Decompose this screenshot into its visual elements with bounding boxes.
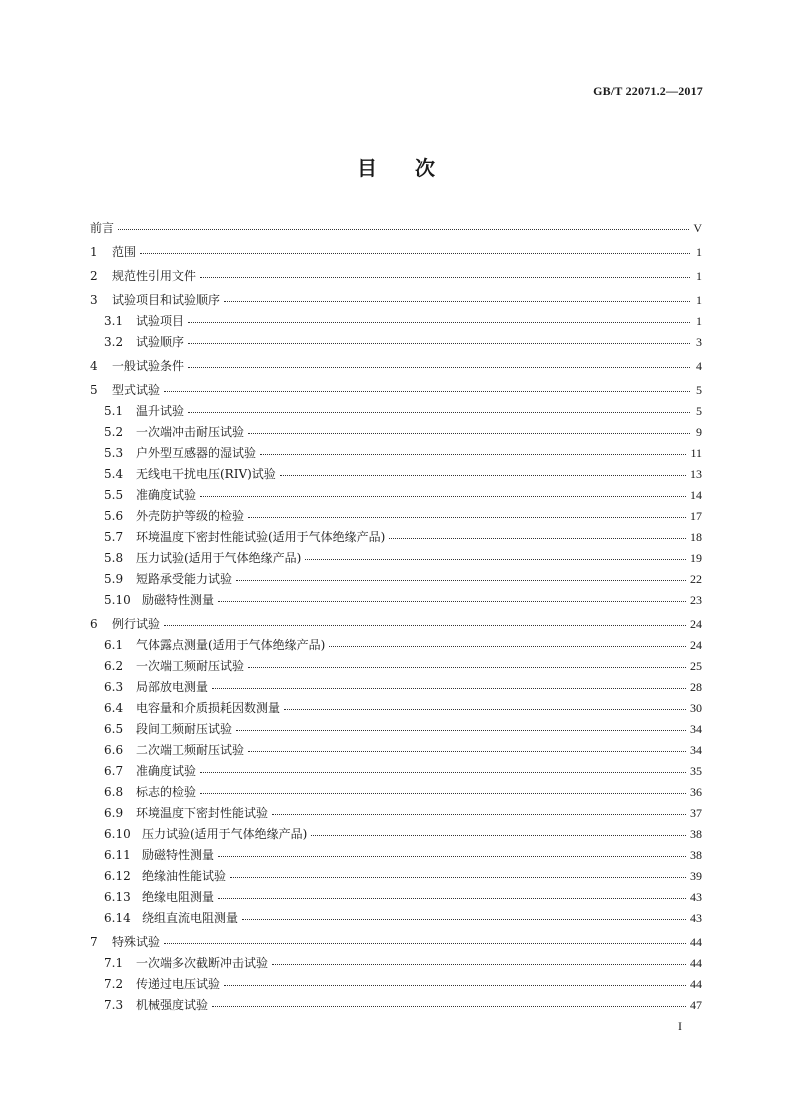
toc-dot-leader	[329, 637, 686, 649]
toc-chapter-entry[interactable]	[90, 614, 702, 635]
toc-entry-number: 5.2	[104, 425, 124, 439]
toc-entry-number: 6.10	[104, 827, 131, 841]
toc-entry-page: 25	[690, 659, 702, 673]
toc-section-entry[interactable]	[90, 782, 702, 803]
toc-chapter-entry[interactable]	[90, 380, 702, 401]
toc-entry-title: 局部放电测量	[136, 680, 209, 694]
toc-entry-number: 6.3	[104, 680, 124, 694]
toc-entry-page: 28	[690, 680, 702, 694]
toc-section-entry[interactable]	[90, 569, 702, 590]
toc-section-entry[interactable]	[90, 740, 702, 761]
toc-dot-leader	[389, 529, 686, 541]
toc-entry-number: 2	[90, 269, 98, 283]
toc-section-entry[interactable]	[90, 995, 702, 1016]
toc-entry-page: 44	[690, 956, 702, 970]
toc-dot-leader	[200, 487, 686, 499]
toc-section-entry[interactable]	[90, 443, 702, 464]
toc-section-entry[interactable]	[90, 332, 702, 353]
page-title: 目次	[357, 156, 473, 180]
toc-entry-title: 试验顺序	[136, 335, 185, 349]
toc-entry-page: 38	[690, 848, 702, 862]
toc-section-entry[interactable]	[90, 527, 702, 548]
toc-dot-leader	[188, 403, 690, 415]
toc-entry-page: 36	[690, 785, 702, 799]
toc-entry-number: 5.3	[104, 446, 124, 460]
toc-entry-number: 7.3	[104, 998, 124, 1012]
toc-entry-title: 范围	[112, 245, 137, 259]
toc-entry-page: 5	[696, 404, 702, 418]
toc-entry-number: 6.4	[104, 701, 124, 715]
toc-dot-leader	[212, 679, 686, 691]
toc-entry-title: 气体露点测量(适用于气体绝缘产品)	[136, 638, 326, 652]
toc-section-entry[interactable]	[90, 677, 702, 698]
toc-entry-number: 7.2	[104, 977, 124, 991]
toc-entry-page: 18	[690, 530, 702, 544]
toc-entry-page: 39	[690, 869, 702, 883]
toc-entry-page: 3	[696, 335, 702, 349]
toc-section-entry[interactable]	[90, 311, 702, 332]
toc-entry-title: 一般试验条件	[112, 359, 185, 373]
toc-entry-page: 1	[696, 293, 702, 307]
toc-entry-title: 绕组直流电阻测量	[142, 911, 239, 925]
toc-chapter-entry[interactable]	[90, 242, 702, 263]
toc-entry-number: 5.5	[104, 488, 124, 502]
toc-dot-leader	[242, 910, 686, 922]
toc-entry-number: 3	[90, 293, 98, 307]
toc-entry-number: 6.12	[104, 869, 131, 883]
toc-chapter-entry[interactable]	[90, 932, 702, 953]
toc-entry-title: 环境温度下密封性能试验(适用于气体绝缘产品)	[136, 530, 386, 544]
table-of-contents	[90, 218, 702, 1016]
toc-entry-number: 4	[90, 359, 98, 373]
toc-entry-page: 17	[690, 509, 702, 523]
toc-section-entry[interactable]	[90, 719, 702, 740]
toc-section-entry[interactable]	[90, 422, 702, 443]
toc-entry-page: 11	[690, 446, 702, 460]
toc-entry-number: 6.11	[104, 848, 131, 862]
toc-section-entry[interactable]	[90, 548, 702, 569]
toc-entry-number: 5.8	[104, 551, 124, 565]
toc-chapter-entry[interactable]	[90, 290, 702, 311]
toc-section-entry[interactable]	[90, 698, 702, 719]
toc-dot-leader	[224, 292, 690, 304]
toc-entry-page: 22	[690, 572, 702, 586]
toc-entry-page: 1	[696, 269, 702, 283]
toc-entry-page: 14	[690, 488, 702, 502]
toc-entry-page: 13	[690, 467, 702, 481]
toc-dot-leader	[188, 313, 690, 325]
toc-section-entry[interactable]	[90, 761, 702, 782]
toc-dot-leader	[284, 700, 686, 712]
toc-dot-leader	[212, 997, 686, 1009]
toc-section-entry[interactable]	[90, 974, 702, 995]
toc-entry-number: 3.2	[104, 335, 124, 349]
toc-entry-title: 例行试验	[112, 617, 161, 631]
toc-entry-page: 24	[690, 638, 702, 652]
toc-dot-leader	[200, 784, 686, 796]
toc-entry-number: 6.5	[104, 722, 124, 736]
toc-entry-title: 一次端工频耐压试验	[136, 659, 245, 673]
toc-entry-number: 3.1	[104, 314, 124, 328]
toc-dot-leader	[305, 550, 686, 562]
toc-entry-number: 5	[90, 383, 98, 397]
toc-entry-title: 试验项目和试验顺序	[112, 293, 221, 307]
toc-entry-number: 6.8	[104, 785, 124, 799]
toc-dot-leader	[200, 763, 686, 775]
toc-section-entry[interactable]	[90, 803, 702, 824]
standard-code: GB/T 22071.2—2017	[593, 84, 703, 98]
toc-entry-page: V	[693, 221, 702, 235]
toc-dot-leader	[224, 976, 686, 988]
toc-entry-page: 43	[690, 911, 702, 925]
toc-section-entry[interactable]	[90, 824, 702, 845]
toc-dot-leader	[280, 466, 686, 478]
toc-entry-page: 5	[696, 383, 702, 397]
toc-entry-title: 特殊试验	[112, 935, 161, 949]
toc-entry-number: 6.7	[104, 764, 124, 778]
toc-chapter-entry[interactable]	[90, 266, 702, 287]
toc-entry-page: 9	[696, 425, 702, 439]
toc-entry-number: 5.4	[104, 467, 124, 481]
toc-section-entry[interactable]	[90, 635, 702, 656]
toc-entry-title: 电容量和介质损耗因数测量	[136, 701, 281, 715]
toc-entry-title: 励磁特性测量	[142, 593, 215, 607]
toc-dot-leader	[272, 805, 686, 817]
toc-chapter-entry[interactable]	[90, 356, 702, 377]
toc-entry-title: 无线电干扰电压(RIV)试验	[136, 467, 276, 481]
toc-dot-leader	[140, 244, 690, 256]
toc-entry-page: 4	[696, 359, 702, 373]
toc-entry-title: 标志的检验	[136, 785, 197, 799]
toc-entry-number: 7	[90, 935, 98, 949]
toc-dot-leader	[188, 334, 690, 346]
toc-entry-number: 7.1	[104, 956, 124, 970]
toc-entry-title: 绝缘油性能试验	[142, 869, 227, 883]
toc-section-entry[interactable]	[90, 464, 702, 485]
toc-dot-leader	[272, 955, 686, 967]
toc-entry-title: 户外型互感器的湿试验	[136, 446, 257, 460]
toc-entry-number: 6	[90, 617, 98, 631]
toc-entry-title: 二次端工频耐压试验	[136, 743, 245, 757]
toc-dot-leader	[236, 571, 686, 583]
toc-section-entry[interactable]	[90, 656, 702, 677]
toc-entry-number: 6.1	[104, 638, 124, 652]
toc-entry-number: 6.13	[104, 890, 131, 904]
toc-entry-title: 压力试验(适用于气体绝缘产品)	[142, 827, 308, 841]
toc-entry-page: 38	[690, 827, 702, 841]
toc-entry-title: 绝缘电阻测量	[142, 890, 215, 904]
page-number: I	[678, 1019, 682, 1033]
toc-dot-leader	[188, 358, 690, 370]
toc-section-entry[interactable]	[90, 845, 702, 866]
toc-entry-title: 试验项目	[136, 314, 185, 328]
toc-entry-page: 30	[690, 701, 702, 715]
toc-entry-number: 5.9	[104, 572, 124, 586]
toc-entry-page: 43	[690, 890, 702, 904]
toc-entry-number: 6.14	[104, 911, 131, 925]
toc-entry-page: 44	[690, 935, 702, 949]
toc-entry-title: 压力试验(适用于气体绝缘产品)	[136, 551, 302, 565]
toc-section-entry[interactable]	[90, 866, 702, 887]
toc-entry-page: 37	[690, 806, 702, 820]
toc-dot-leader	[118, 220, 689, 232]
toc-section-entry[interactable]	[90, 953, 702, 974]
toc-section-entry[interactable]	[90, 887, 702, 908]
toc-entry-title: 温升试验	[136, 404, 185, 418]
toc-entry-number: 5.10	[104, 593, 131, 607]
toc-section-entry[interactable]	[90, 485, 702, 506]
toc-dot-leader	[230, 868, 686, 880]
toc-entry-number: 5.6	[104, 509, 124, 523]
toc-entry-page: 44	[690, 977, 702, 991]
toc-entry-title: 环境温度下密封性能试验	[136, 806, 269, 820]
toc-dot-leader	[311, 826, 686, 838]
toc-entry-page: 1	[696, 314, 702, 328]
toc-dot-leader	[248, 742, 686, 754]
toc-entry-number: 6.2	[104, 659, 124, 673]
toc-entry-page: 34	[690, 743, 702, 757]
toc-dot-leader	[260, 445, 686, 457]
toc-entry-title: 外壳防护等级的检验	[136, 509, 245, 523]
toc-entry-title: 传递过电压试验	[136, 977, 221, 991]
toc-entry-page: 1	[696, 245, 702, 259]
toc-entry-number: 1	[90, 245, 98, 259]
toc-entry-number: 6.6	[104, 743, 124, 757]
toc-entry-title: 规范性引用文件	[112, 269, 197, 283]
toc-entry-page: 19	[690, 551, 702, 565]
toc-entry-title: 前言	[90, 221, 115, 235]
toc-entry-number: 6.9	[104, 806, 124, 820]
toc-entry-title: 机械强度试验	[136, 998, 209, 1012]
toc-entry-title: 型式试验	[112, 383, 161, 397]
toc-entry-number: 5.1	[104, 404, 124, 418]
toc-dot-leader	[236, 721, 686, 733]
toc-entry-title: 励磁特性测量	[142, 848, 215, 862]
toc-dot-leader	[164, 616, 686, 628]
toc-section-entry[interactable]	[90, 590, 702, 611]
toc-entry-page: 47	[690, 998, 702, 1012]
toc-entry-title: 准确度试验	[136, 488, 197, 502]
toc-dot-leader	[200, 268, 690, 280]
toc-dot-leader	[218, 847, 686, 859]
toc-chapter-entry[interactable]	[90, 218, 702, 239]
toc-dot-leader	[164, 934, 686, 946]
toc-section-entry[interactable]	[90, 401, 702, 422]
toc-entry-page: 35	[690, 764, 702, 778]
toc-section-entry[interactable]	[90, 908, 702, 929]
toc-entry-page: 34	[690, 722, 702, 736]
toc-entry-title: 一次端冲击耐压试验	[136, 425, 245, 439]
toc-entry-number: 5.7	[104, 530, 124, 544]
toc-dot-leader	[248, 658, 686, 670]
toc-dot-leader	[218, 889, 686, 901]
toc-dot-leader	[248, 424, 690, 436]
toc-entry-title: 短路承受能力试验	[136, 572, 233, 586]
toc-entry-page: 23	[690, 593, 702, 607]
toc-dot-leader	[248, 508, 686, 520]
toc-entry-title: 段间工频耐压试验	[136, 722, 233, 736]
toc-entry-page: 24	[690, 617, 702, 631]
toc-entry-title: 准确度试验	[136, 764, 197, 778]
toc-dot-leader	[164, 382, 690, 394]
toc-section-entry[interactable]	[90, 506, 702, 527]
toc-entry-title: 一次端多次截断冲击试验	[136, 956, 269, 970]
toc-dot-leader	[218, 592, 686, 604]
